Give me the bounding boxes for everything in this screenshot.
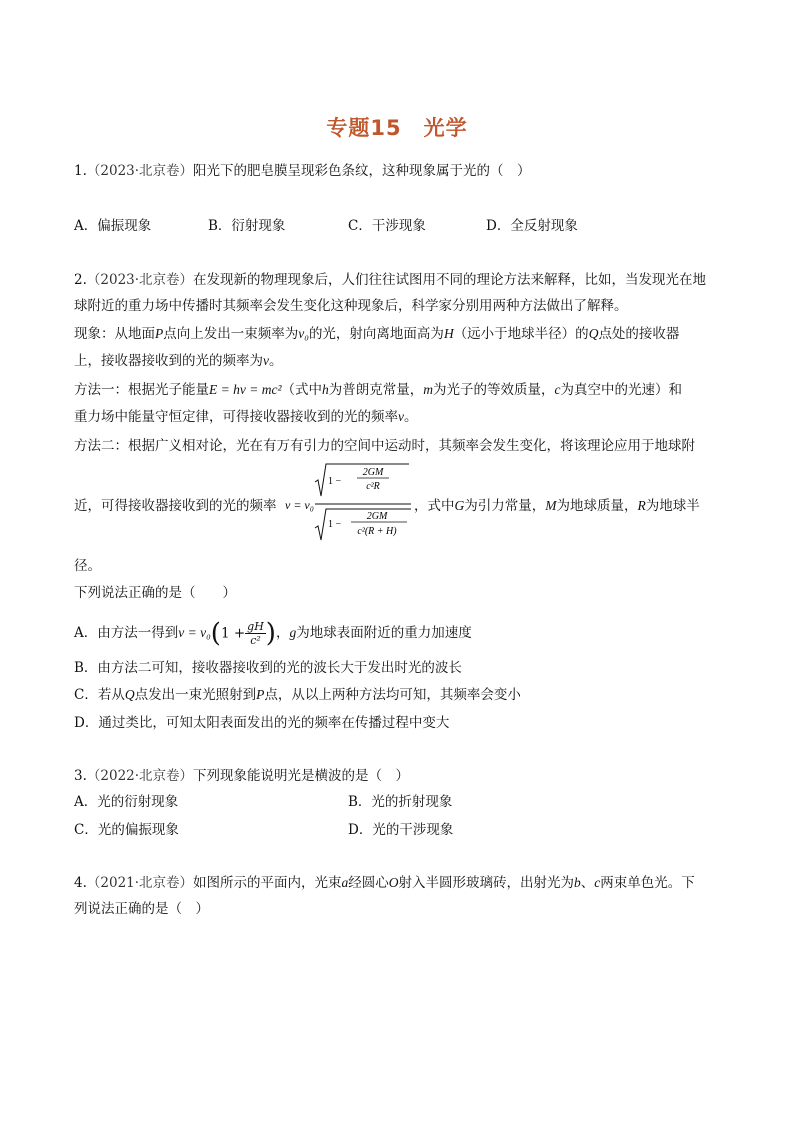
q2-method2-line2-left: 近，可得接收器接收到的光的频率 (74, 498, 277, 514)
question-2-stem-line2: 球附近的重力场中传播时其频率会发生变化这种现象后，科学家分别用两种方法做出了解释。 (74, 298, 628, 314)
symbol-h: h (322, 382, 329, 397)
q2-method1-line1 (74, 380, 682, 400)
question-4-stem-line1 (74, 873, 695, 893)
text-segment: 为引力常量， (464, 498, 546, 514)
text-segment: ，式中 (414, 498, 455, 514)
text-segment: 重力场中能量守恒定律，可得接收器接收到的光的频率 (74, 409, 398, 425)
symbol-nu: ν (398, 409, 404, 424)
formula-segment: 1 + (220, 625, 246, 642)
text-segment: A．由方法一得到 (74, 625, 179, 641)
formula-denominator-top: 2GM (366, 511, 388, 522)
question-2-stem-line1 (74, 270, 706, 290)
text-segment: 的光，射向离地面高为 (308, 326, 444, 342)
symbol-o: O (388, 875, 399, 890)
text-segment: 为地球质量， (556, 498, 638, 514)
question-source: （2021·北京卷） (86, 875, 194, 891)
symbol-h: H (443, 326, 454, 341)
q1-option-b: B．衍射现象 (208, 218, 286, 234)
text-segment: 为地球半 (645, 498, 700, 514)
q2-phenomenon-line1 (74, 324, 679, 344)
symbol-g: g (289, 625, 297, 640)
text-segment: 点发出一束光照射到 (134, 687, 257, 703)
symbol-p: P (256, 687, 265, 702)
text-segment: 点向上发出一束频率为 (163, 326, 299, 342)
symbol-q: Q (588, 326, 599, 341)
text-segment: 点处的接收器 (598, 326, 680, 342)
question-3-stem (74, 766, 409, 786)
q2-method2-line2-right (414, 496, 700, 516)
symbol-nu0: ν₀ (298, 326, 309, 341)
formula-one-minus: 1 − (328, 519, 342, 530)
text-segment: 为真空中的光速）和 (560, 382, 682, 398)
text-segment: 为光子的等效质量， (433, 382, 555, 398)
formula-segment: ν = ν₀ (178, 625, 211, 640)
symbol-c: c (554, 382, 561, 397)
symbol-p: P (155, 326, 164, 341)
text-segment: 射入半圆形玻璃砖，出射光为 (398, 875, 575, 891)
q2-method2-line1: 方法二：根据广义相对论，光在有万有引力的空间中运动时，其频率会发生变化，将该理论应用于地球附 (74, 438, 695, 454)
right-paren: ) (265, 618, 276, 649)
question-number: 1. (74, 163, 87, 179)
q3-option-d: D．光的干涉现象 (348, 822, 454, 838)
text-segment: 为地球表面附近的重力加速度 (296, 625, 472, 641)
fraction-numerator: gH (247, 620, 264, 633)
question-number: 2. (74, 272, 87, 288)
q1-option-c: C．干涉现象 (348, 218, 426, 234)
question-text: 阳光下的肥皂膜呈现彩色条纹，这种现象属于光的（ ） (193, 163, 531, 179)
symbol-g-const: G (454, 498, 465, 513)
page-title: 专题15 光学 (326, 116, 468, 140)
symbol-q: Q (124, 687, 135, 702)
formula-one-minus: 1 − (328, 476, 342, 487)
text-segment: （远小于地球半径）的 (453, 326, 589, 342)
q2-phenomenon-line2 (74, 351, 283, 371)
text-segment: 。 (404, 409, 418, 425)
text-segment: （式中 (281, 382, 322, 398)
fraction-denominator: c² (250, 634, 261, 647)
q3-option-a: A．光的衍射现象 (74, 794, 179, 810)
question-number: 4. (74, 875, 87, 891)
symbol-m: m (423, 382, 433, 397)
q2-option-a (74, 620, 472, 647)
symbol-r: R (637, 498, 646, 513)
gh-over-c2-fraction (245, 620, 266, 647)
text-segment: 现象：从地面 (74, 326, 155, 342)
text-segment: 经圆心 (348, 875, 389, 891)
text-segment: 点，从以上两种方法均可知，其频率会变小 (264, 687, 521, 703)
q2-ask: 下列说法正确的是（ ） (74, 585, 236, 601)
q3-option-b: B．光的折射现象 (348, 794, 453, 810)
question-4-stem-line2: 列说法正确的是（ ） (74, 901, 209, 917)
q2-option-d: D．通过类比，可知太阳表面发出的光的频率在传播过程中变大 (74, 715, 450, 731)
q1-option-a: A．偏振现象 (74, 218, 152, 234)
text-segment: 方法一：根据光子能量 (74, 382, 209, 398)
formula-numerator-top: 2GM (362, 467, 384, 478)
text-segment: 为普朗克常量， (328, 382, 424, 398)
symbol-nu: ν (263, 353, 269, 368)
formula-denominator-bottom: c²(R + H) (357, 526, 397, 537)
question-source: （2023·北京卷） (86, 163, 194, 179)
question-text: 下列现象能说明光是横波的是（ ） (193, 768, 410, 784)
text-segment: 两束单色光。下 (600, 875, 695, 891)
q2-option-b: B．由方法二可知，接收器接收到的光的波长大于发出时光的波长 (74, 660, 462, 676)
q2-method1-line2 (74, 407, 418, 427)
text-segment: 上，接收器接收到的光的频率为 (74, 353, 263, 369)
text-segment: ， (275, 625, 290, 641)
question-number: 3. (74, 768, 87, 784)
question-text: 在发现新的物理现象后，人们往往试图用不同的理论方法来解释，比如，当发现光在地 (193, 272, 707, 288)
q2-method2-line3: 径。 (74, 558, 101, 574)
text-segment: 。 (269, 353, 283, 369)
q3-option-c: C．光的偏振现象 (74, 822, 179, 838)
text-segment: 、 (580, 875, 595, 891)
formula-nu-eq: ν = ν₀ (285, 498, 314, 512)
left-paren: ( (210, 618, 221, 649)
question-source: （2023·北京卷） (86, 272, 194, 288)
formula-graphic (285, 462, 413, 542)
symbol-b: b (574, 875, 581, 890)
q1-option-d: D．全反射现象 (486, 218, 578, 234)
symbol-a: a (341, 875, 349, 890)
text-segment: C．若从 (74, 687, 125, 703)
relativity-frequency-formula (285, 462, 413, 542)
question-source: （2022·北京卷） (86, 768, 194, 784)
symbol-m-earth: M (545, 498, 557, 513)
formula-numerator-bottom: c²R (366, 481, 380, 492)
text-segment: 如图所示的平面内，光束 (193, 875, 342, 891)
q2-option-c (74, 685, 521, 705)
energy-formula: E = hν = mc² (209, 382, 282, 397)
question-1-stem (74, 161, 531, 181)
symbol-c: c (594, 875, 601, 890)
